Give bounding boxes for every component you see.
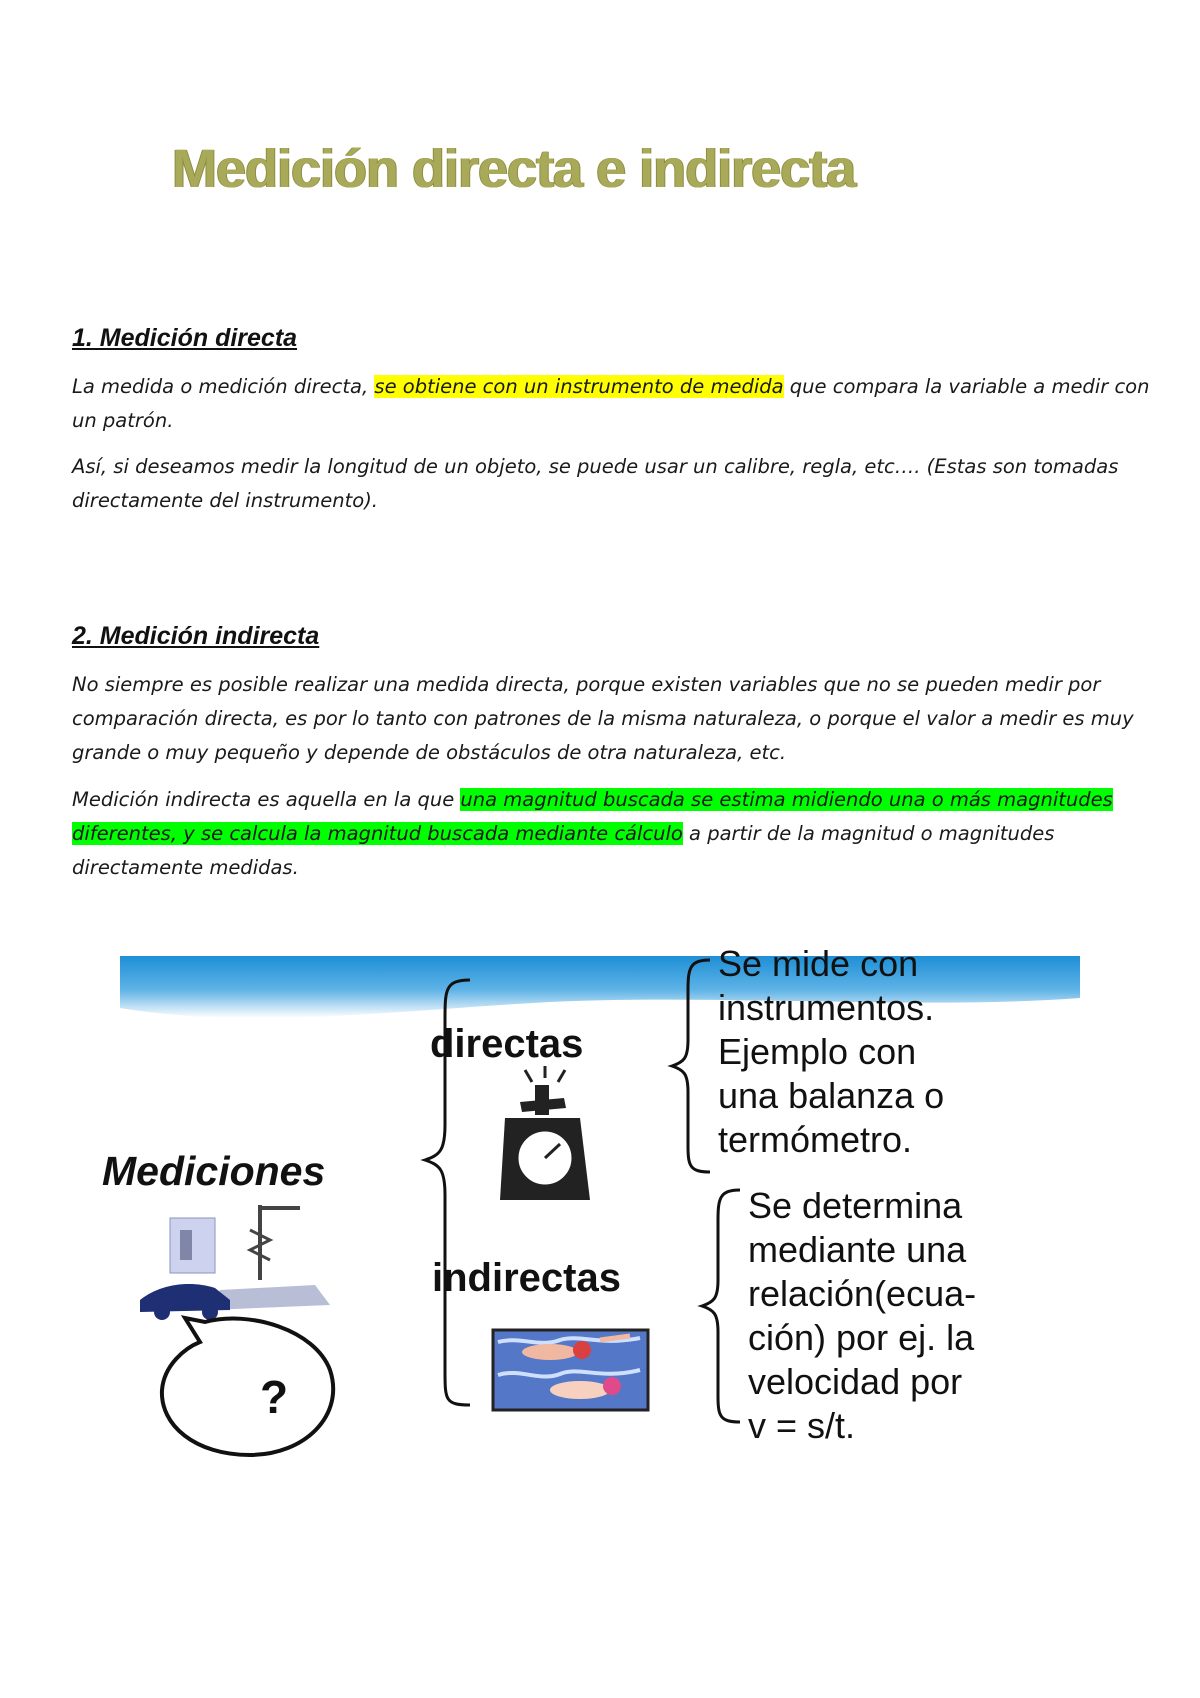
text-line: v = s/t. xyxy=(748,1405,856,1446)
indirect-brace xyxy=(702,1190,740,1422)
traffic-icon xyxy=(140,1205,330,1320)
text-line: termómetro. xyxy=(718,1119,913,1160)
text-run: a partir de la magnitud o magnitudes directamente medidas. xyxy=(72,822,1055,879)
highlighted-text-green: una magnitud buscada se estima midiendo una o más magnitudes diferentes, y se calcula la magnitud buscada mediante cálculo xyxy=(72,788,1113,845)
text-line: Se mide con xyxy=(718,943,919,984)
measurement-diagram xyxy=(100,943,1100,1510)
highlighted-text-yellow: se obtiene con un instrumento de medida xyxy=(374,375,784,398)
question-mark: ? xyxy=(260,1371,289,1423)
paragraph-direct-definition xyxy=(72,370,1152,438)
page-title: Medición directa e indirecta xyxy=(172,139,856,199)
text-line: instrumentos. xyxy=(718,987,935,1028)
paragraph-direct-example: Así, si deseamos medir la longitud de un objeto, se puede usar un calibre, regla, etc…. (Estas son tomadas directamente del instrumento). xyxy=(72,455,1119,512)
text-line: una balanza o xyxy=(718,1075,945,1116)
paragraph-indirect-reason: No siempre es posible realizar una medida directa, porque existen variables que no se pueden medir por comparación directa, es por lo tanto con patrones de la misma naturaleza, o porque el valor a medir es muy grande o muy pequeño y depende de obstáculos de otra naturaleza, etc. xyxy=(72,673,1134,764)
text-run: Medición indirecta es aquella en la que xyxy=(72,788,461,811)
direct-label: directas xyxy=(430,1022,584,1066)
section-heading-indirect: 2. Medición indirecta xyxy=(72,622,320,650)
swimmers-icon xyxy=(493,1330,648,1410)
speech-bubble xyxy=(162,1318,333,1455)
direct-description xyxy=(718,942,944,1162)
text-line: Se determina xyxy=(748,1185,963,1226)
text-run: que compara la variable a medir con un patrón. xyxy=(72,375,1150,432)
indirect-description xyxy=(748,1184,976,1448)
text-line: relación(ecua- xyxy=(748,1273,977,1314)
text-line: mediante una xyxy=(748,1229,967,1270)
text-line: Ejemplo con xyxy=(718,1031,917,1072)
section-heading-direct: 1. Medición directa xyxy=(72,324,298,352)
paragraph-indirect-definition xyxy=(72,783,1152,885)
scale-icon xyxy=(500,1066,590,1200)
text-line: ción) por ej. la xyxy=(748,1317,975,1358)
diagram-root-label: Mediciones xyxy=(102,1148,326,1194)
text-run: La medida o medición directa, xyxy=(72,375,375,398)
indirect-label: indirectas xyxy=(432,1256,621,1300)
text-line: velocidad por xyxy=(748,1361,963,1402)
